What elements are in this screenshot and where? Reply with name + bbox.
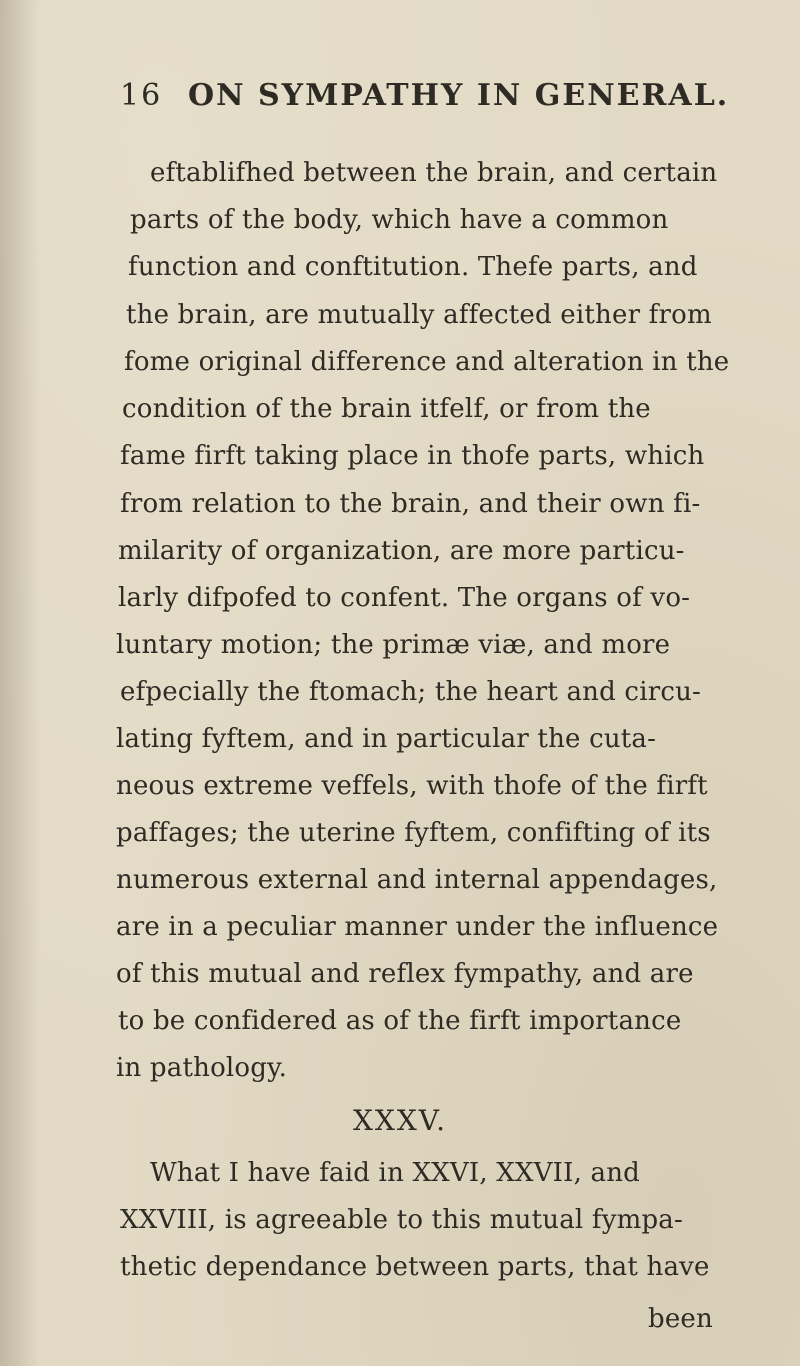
text-line: numerous external and internal appendages, <box>116 865 718 895</box>
text-line: function and conftitution. Thefe parts, and <box>128 252 698 282</box>
text-line: thetic dependance between parts, that have <box>120 1252 710 1282</box>
page-gutter-shadow <box>0 0 40 1366</box>
text-line: from relation to the brain, and their own fi- <box>120 489 701 519</box>
text-line: lating fyftem, and in particular the cuta- <box>116 724 657 754</box>
text-line: condition of the brain itfelf, or from the <box>122 394 651 424</box>
text-line: What I have faid in XXVI, XXVII, and <box>150 1158 641 1188</box>
text-line: in pathology. <box>116 1053 288 1083</box>
text-line: neous extreme veffels, with thofe of the firft <box>116 771 708 801</box>
text-line: XXVIII, is agreeable to this mutual fympa- <box>120 1205 683 1235</box>
text-line: to be confidered as of the firft importance <box>118 1006 682 1036</box>
text-line: parts of the body, which have a common <box>130 205 669 235</box>
section-number: XXXV. <box>352 1104 448 1137</box>
catchword: been <box>648 1304 713 1334</box>
text-line: the brain, are mutually affected either from <box>126 300 712 330</box>
page-number: 16 <box>120 78 163 113</box>
text-line: paffages; the uterine fyftem, confifting of its <box>116 818 711 848</box>
text-line: of this mutual and reflex fympathy, and are <box>116 959 694 989</box>
text-line: fame firft taking place in thofe parts, which <box>120 441 705 471</box>
text-line: efpecially the ftomach; the heart and circu- <box>120 677 702 707</box>
text-line: luntary motion; the primæ viæ, and more <box>116 630 671 660</box>
page-header <box>120 78 760 128</box>
text-line: eftablifhed between the brain, and certain <box>150 158 718 188</box>
running-head: ON SYMPATHY IN GENERAL. <box>188 78 730 113</box>
text-line: fome original difference and alteration in the <box>124 347 730 377</box>
text-line: larly difpofed to confent. The organs of vo- <box>118 583 691 613</box>
text-line: are in a peculiar manner under the influence <box>116 912 719 942</box>
text-line: milarity of organization, are more particu- <box>118 536 685 566</box>
